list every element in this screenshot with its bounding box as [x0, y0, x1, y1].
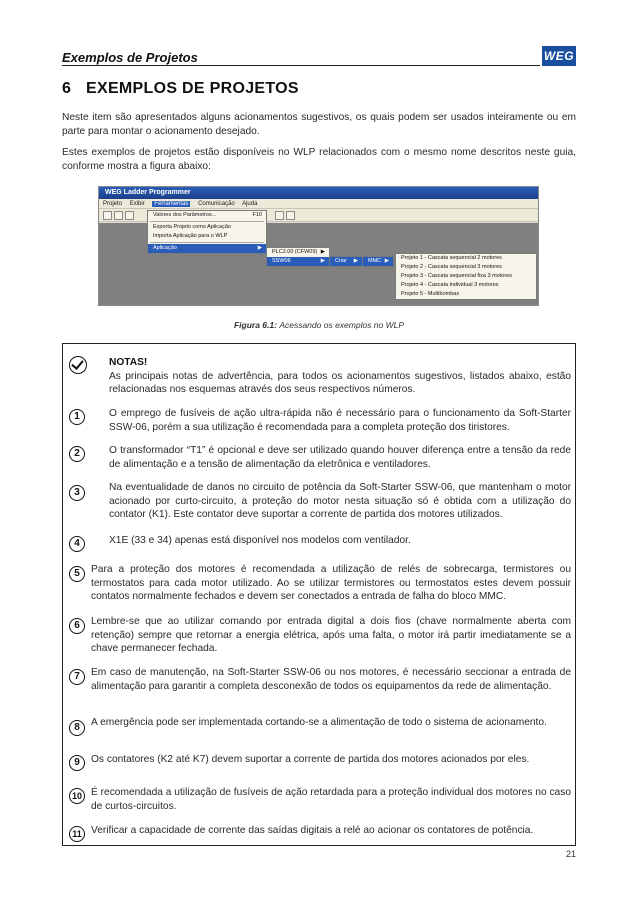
toolbar-print-icon[interactable]: [286, 211, 295, 220]
wlp-menu-projeto[interactable]: Projeto: [103, 201, 123, 207]
note-number: 10: [69, 788, 85, 804]
note-number: 7: [69, 669, 85, 685]
new-file-icon[interactable]: [103, 211, 112, 220]
wlp-screenshot: [98, 186, 539, 306]
note-number: 2: [69, 446, 85, 462]
wlp-menubar: [99, 199, 538, 209]
menu-item-importa[interactable]: Importa Aplicação para o WLP: [153, 233, 228, 239]
criar-submenu: [362, 256, 394, 267]
section-title: [62, 80, 299, 98]
projects-submenu: [395, 253, 537, 300]
note-text: Em caso de manutenção, na Soft-Starter SSW-06 ou nos motores, é necessário seccionar a entrada de alimentação para garantir a completa desconexão de todos os equipamentos da rede de alimentação.: [91, 667, 571, 692]
page-header: [62, 46, 576, 72]
page-number: 21: [565, 849, 576, 859]
aplicacao-submenu: [266, 247, 330, 267]
menu-item-projeto-2[interactable]: Projeto 2 - Cascata sequencial 3 motores: [401, 264, 502, 270]
note-text: A emergência pode ser implementada cortando-se a alimentação de todo o sistema de acionamento.: [91, 717, 547, 728]
toolbar-tool-icon[interactable]: [275, 211, 284, 220]
menu-item-ssw06[interactable]: SSW06 ▶: [267, 257, 329, 266]
notes-intro: As principais notas de advertência, para todos os acionamentos sugestivos, listados abaixo, estão relacionadas nos esquemas através dos seus respectivos números.: [109, 370, 571, 396]
note-text: Verificar a capacidade de corrente das saídas digitais a relé ao acionar os contatores de potência.: [91, 825, 534, 836]
weg-logo: WEG: [542, 46, 576, 66]
submenu-arrow-icon: ▶: [257, 245, 262, 251]
menu-item-projeto-5[interactable]: Projeto 5 - Multibombas: [401, 291, 460, 297]
menu-item-parametros[interactable]: Valores dos Parâmetros... F10: [153, 212, 262, 218]
menu-item-projeto-4[interactable]: Projeto 4 - Cascata individual 3 motores: [401, 282, 499, 288]
note-number: 5: [69, 566, 85, 582]
note-text: Lembre-se que ao utilizar comando por entrada digital a dois fios (chave normalmente aberta com retenção) sempre que retornar a energia elétrica, após uma falta, o motor irá partir imediatamente se a chave permanecer fechada.: [91, 616, 571, 655]
ssw06-submenu: [329, 256, 363, 267]
wlp-menu-comunicacao[interactable]: Comunicação: [198, 201, 235, 207]
menu-item-projeto-3[interactable]: Projeto 3 - Cascata sequencial fixa 3 motores: [401, 273, 512, 279]
note-text: Para a proteção dos motores é recomendada a utilização de relés de sobrecarga, termistores ou termostatos para cada motor utilizado. Ao se utilizar termistores ou termostatos estes devem possuir contatos normalmente fechados e devem ser conectados a entrada de falha do bloco MMC.: [91, 564, 571, 603]
figure-label: Figura 6.1:: [233, 320, 277, 330]
figure-caption-text: Acessando os exemplos no WLP: [279, 320, 405, 330]
figure-caption: [0, 320, 638, 330]
intro-paragraph-2: Estes exemplos de projetos estão disponíveis no WLP relacionados com o mesmo nome descritos neste guia, conforme mostra a figura abaixo:: [62, 147, 576, 172]
notes-box: [62, 343, 576, 846]
note-text: É recomendada a utilização de fusíveis de ação retardada para a proteção individual dos motores no caso de curtos-circuitos.: [91, 787, 571, 812]
note-number: 8: [69, 720, 85, 736]
note-text: Na eventualidade de danos no circuito de potência da Soft-Starter SSW-06, que mantenham o motor acionado por curto-circuito, a proteção do motor nesta situação só é obtida com a utilização do contator (K1). Este contator deve suportar a corrente de partida dos motores utilizados.: [109, 482, 571, 521]
menu-item-exporta[interactable]: Exporta Projeto como Aplicação: [153, 224, 231, 230]
wlp-titlebar: WEG Ladder Programmer: [99, 187, 538, 199]
note-number: 1: [69, 409, 85, 425]
note-text: O emprego de fusíveis de ação ultra-rápida não é necessário para o funcionamento da Soft-Starter SSW-06, porém a sua utilização é recomendada para a completa proteção dos tiristores.: [109, 408, 571, 433]
intro-paragraph-1: Neste item são apresentados alguns acionamentos sugestivos, os quais podem ser usados inteiramente ou em parte para montar o acionamento desejado.: [62, 112, 576, 137]
menu-item-projeto-1[interactable]: Projeto 1 - Cascata sequencial 2 motores: [401, 255, 502, 261]
note-number: 3: [69, 485, 85, 501]
menu-item-plc2[interactable]: PLC2.00 (CFW09) ▶: [272, 249, 325, 255]
notes-title: NOTAS!: [109, 357, 148, 368]
note-text: Os contatores (K2 até K7) devem suportar a corrente de partida dos motores acionados por eles.: [91, 754, 530, 765]
menu-separator: [150, 242, 264, 243]
wlp-menu-ajuda[interactable]: Ajuda: [242, 201, 258, 207]
open-folder-icon[interactable]: [114, 211, 123, 220]
wlp-menu-ferramentas[interactable]: Ferramentas: [154, 201, 189, 207]
note-number: 9: [69, 755, 85, 771]
header-title: Exemplos de Projetos: [62, 50, 198, 65]
note-text: O transformador “T1” é opcional e deve ser utilizado quando houver diferença entre a tensão da rede de alimentação e a tensão de alimentação da eletrônica e ventiladores.: [109, 445, 571, 470]
checkmark-icon: [69, 356, 87, 374]
wlp-menu-exibir[interactable]: Exibir: [129, 201, 145, 207]
menu-separator: [150, 221, 264, 222]
note-number: 11: [69, 826, 85, 842]
section-number: 6: [62, 80, 72, 97]
tools-dropdown: [147, 210, 267, 254]
save-icon[interactable]: [125, 211, 134, 220]
menu-item-aplicacao[interactable]: Aplicação ▶: [148, 244, 266, 253]
menu-item-mmc[interactable]: MMC ▶: [363, 257, 393, 266]
section-heading: EXEMPLOS DE PROJETOS: [86, 80, 299, 97]
note-text: X1E (33 e 34) apenas está disponível nos modelos com ventilador.: [109, 535, 411, 546]
note-number: 4: [69, 536, 85, 552]
menu-item-criar[interactable]: Criar ▶: [330, 257, 362, 266]
note-number: 6: [69, 618, 85, 634]
header-rule: [62, 65, 540, 66]
